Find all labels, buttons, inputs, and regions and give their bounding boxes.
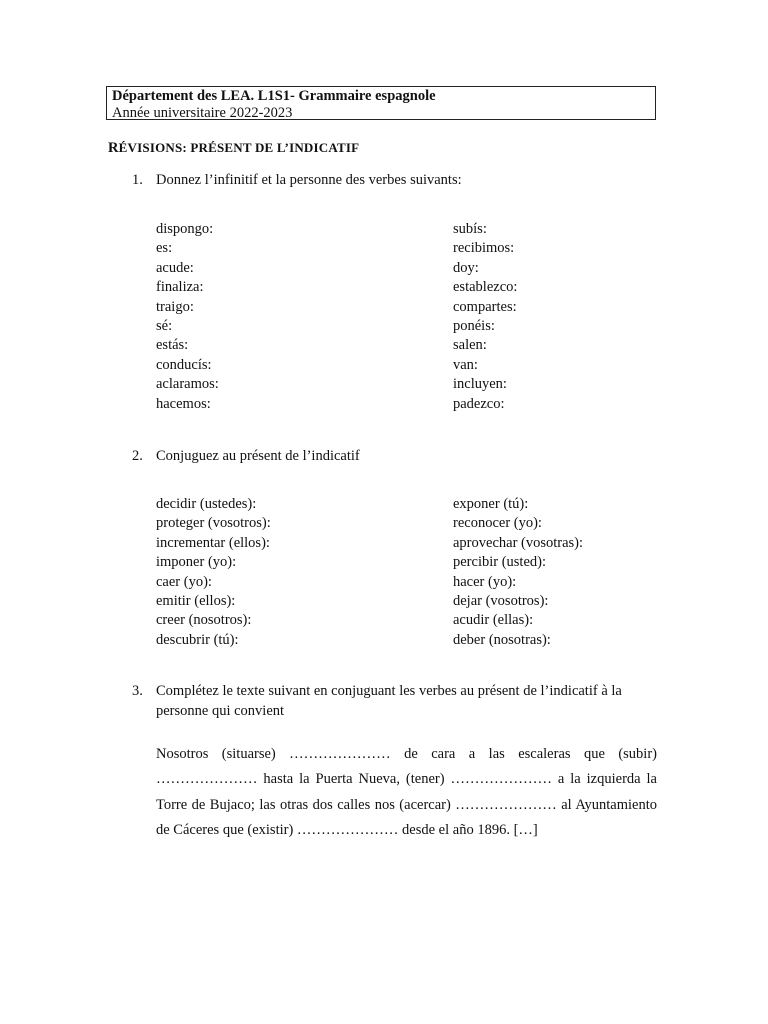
header-box xyxy=(106,86,656,120)
verb-item: compartes: xyxy=(453,298,517,315)
verb-item: acude: xyxy=(156,259,194,276)
verb-item: doy: xyxy=(453,259,479,276)
q1-right-column xyxy=(453,220,517,414)
verb-item: subís: xyxy=(453,221,487,237)
verb-item: traigo: xyxy=(156,298,194,315)
verb-item: es: xyxy=(156,240,173,257)
q2-right-column xyxy=(453,495,583,650)
verb-item: descubrir (tú): xyxy=(156,631,239,648)
verb-item: dejar (vosotros): xyxy=(453,592,549,609)
verb-item: hacer (yo): xyxy=(453,573,517,590)
verb-item: proteger (vosotros): xyxy=(156,515,271,532)
verb-item: salen: xyxy=(453,337,487,354)
verb-item: caer (yo): xyxy=(156,573,212,590)
verb-item: estás: xyxy=(156,337,189,354)
verb-item: deber (nosotras): xyxy=(453,631,551,648)
section-title-initial: R xyxy=(108,140,119,156)
q1-left-column xyxy=(156,220,219,414)
fill-in-paragraph: Nosotros (situarse) ………………… de cara a las escaleras que (subir) ………………… hasta la Puerta Nueva, (tener) ………………… a la izquierda la Torre de Bujaco; las otras dos calles nos (acercar) ………………… al Ayuntamiento de Cáceres que (existir) ………………… desde el año 1896. […] xyxy=(156,746,657,839)
verb-item: padezco: xyxy=(453,395,505,412)
academic-year: Année universitaire 2022-2023 xyxy=(112,105,293,121)
verb-item: conducís: xyxy=(156,356,212,373)
section-title-rest: ÉVISIONS: PRÉSENT DE L’INDICATIF xyxy=(118,140,360,155)
department-title: Département des LEA. L1S1- Grammaire espagnole xyxy=(112,88,436,104)
section-title xyxy=(108,140,359,157)
verb-item: creer (nosotros): xyxy=(156,612,252,629)
verb-item: sé: xyxy=(156,317,173,334)
verb-item: acudir (ellas): xyxy=(453,612,534,629)
question-text: Conjuguez au présent de l’indicatif xyxy=(156,448,360,464)
verb-item: van: xyxy=(453,356,478,373)
question-number: 1. xyxy=(132,172,143,188)
verb-item: aclaramos: xyxy=(156,376,219,393)
verb-item: incluyen: xyxy=(453,376,507,393)
verb-item: finaliza: xyxy=(156,279,204,296)
verb-item: hacemos: xyxy=(156,395,211,412)
verb-item: incrementar (ellos): xyxy=(156,534,270,551)
question-number: 3. xyxy=(132,683,143,699)
verb-item: recibimos: xyxy=(453,240,515,257)
verb-item: imponer (yo): xyxy=(156,554,237,571)
verb-item: decidir (ustedes): xyxy=(156,496,257,512)
verb-item: percibir (usted): xyxy=(453,554,547,571)
question-number: 2. xyxy=(132,448,143,464)
q2-left-column xyxy=(156,495,271,650)
question-text: Complétez le texte suivant en conjuguant les verbes au présent de l’indicatif à la personne qui convient xyxy=(156,683,622,719)
verb-item: emitir (ellos): xyxy=(156,592,236,609)
verb-item: exponer (tú): xyxy=(453,496,529,512)
verb-item: aprovechar (vosotras): xyxy=(453,534,584,551)
verb-item: dispongo: xyxy=(156,221,214,237)
verb-item: reconocer (yo): xyxy=(453,515,542,532)
verb-item: establezco: xyxy=(453,279,518,296)
question-text: Donnez l’infinitif et la personne des verbes suivants: xyxy=(156,172,462,188)
verb-item: ponéis: xyxy=(453,317,495,334)
